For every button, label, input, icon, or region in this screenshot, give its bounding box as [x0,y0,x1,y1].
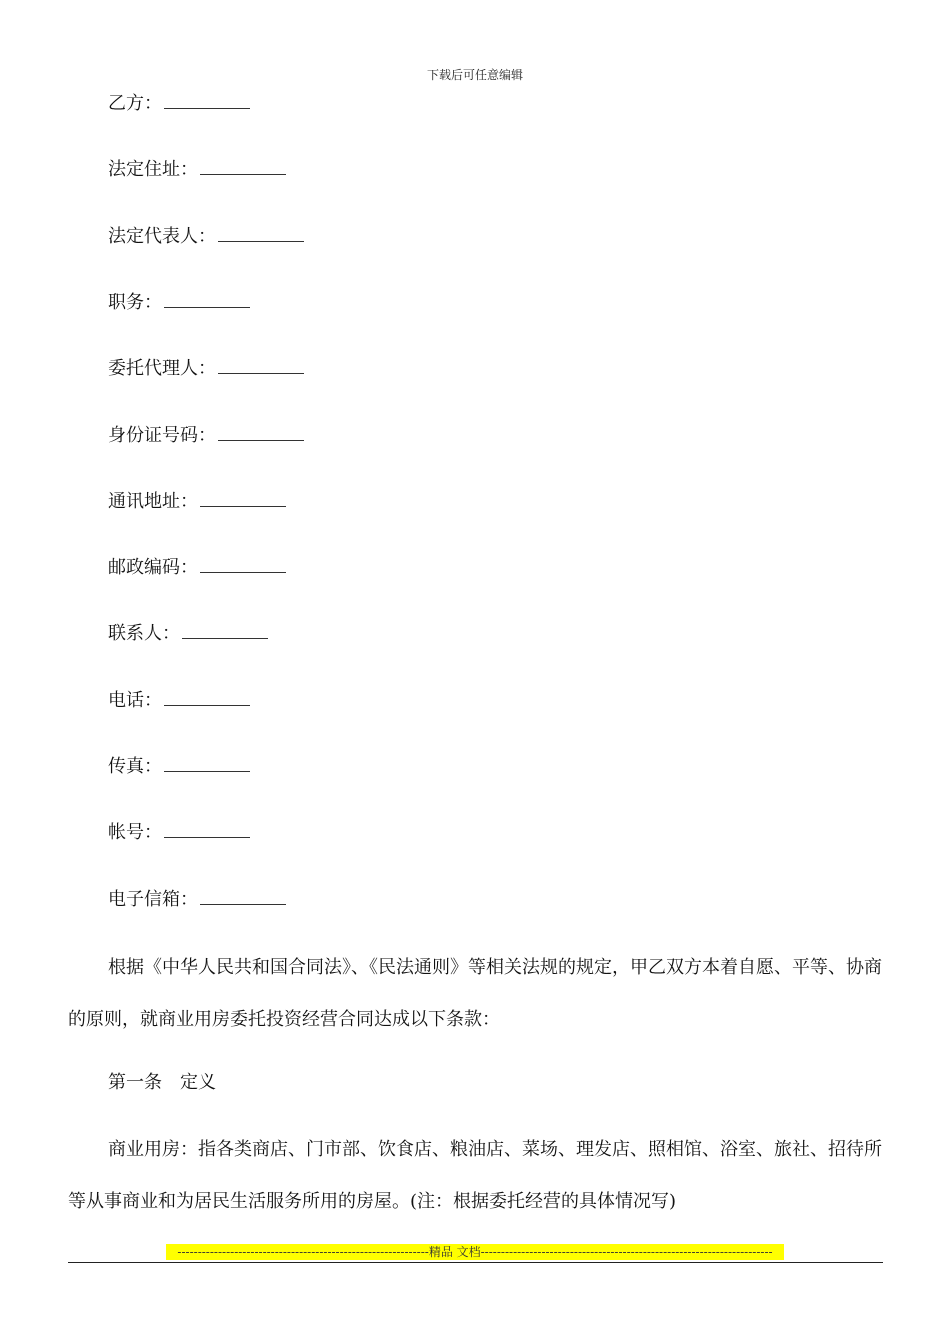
article-title: 第一条 定义 [108,1072,216,1093]
blank-line [164,755,250,772]
blank-line [200,888,286,905]
field-label: 法定代表人： [108,226,216,247]
blank-line [164,291,250,308]
field-id-number [108,424,304,448]
field-account [108,821,250,845]
field-label: 身份证号码： [108,425,216,446]
definition-paragraph: 商业用房：指各类商店、门市部、饮食店、粮油店、菜场、理发店、照相馆、浴室、旅社、招待所等从事商业和为居民生活服务所用的房屋。(注：根据委托经营的具体情况写) [68,1139,882,1212]
field-party-b [108,92,250,116]
intro-paragraph: 根据《中华人民共和国合同法》、《民法通则》等相关法规的规定，甲乙双方本着自愿、平等、协商的原则，就商业用房委托投资经营合同达成以下条款： [68,957,882,1030]
field-contact [108,622,268,646]
blank-line [164,92,250,109]
blank-line [218,225,304,242]
header-note: 下载后可任意编辑 [426,68,523,82]
field-fax [108,755,250,779]
field-label: 委托代理人： [108,358,216,379]
field-legal-representative [108,225,304,249]
field-label: 邮政编码： [108,557,198,578]
field-agent [108,357,304,381]
field-label: 通讯地址： [108,491,198,512]
field-label: 乙方： [108,93,162,114]
field-label: 电子信箱： [108,889,198,910]
field-label: 传真： [108,756,162,777]
blank-line [200,556,286,573]
footer-band: --------------------------------------------------------------精品 文档------------------------------------------------------------------------ [166,1244,784,1260]
blank-line [200,158,286,175]
field-position [108,291,250,315]
field-label: 法定住址： [108,159,198,180]
field-legal-address [108,158,286,182]
field-email [108,888,286,912]
field-phone [108,689,250,713]
blank-line [200,490,286,507]
field-postal-code [108,556,286,580]
blank-line [218,357,304,374]
field-label: 电话： [108,690,162,711]
blank-line [164,689,250,706]
blank-line [218,424,304,441]
field-label: 职务： [108,292,162,313]
field-label: 联系人： [108,623,180,644]
blank-line [164,821,250,838]
footer-rule [68,1262,883,1263]
blank-line [182,622,268,639]
field-label: 帐号： [108,822,162,843]
field-mailing-address [108,490,286,514]
